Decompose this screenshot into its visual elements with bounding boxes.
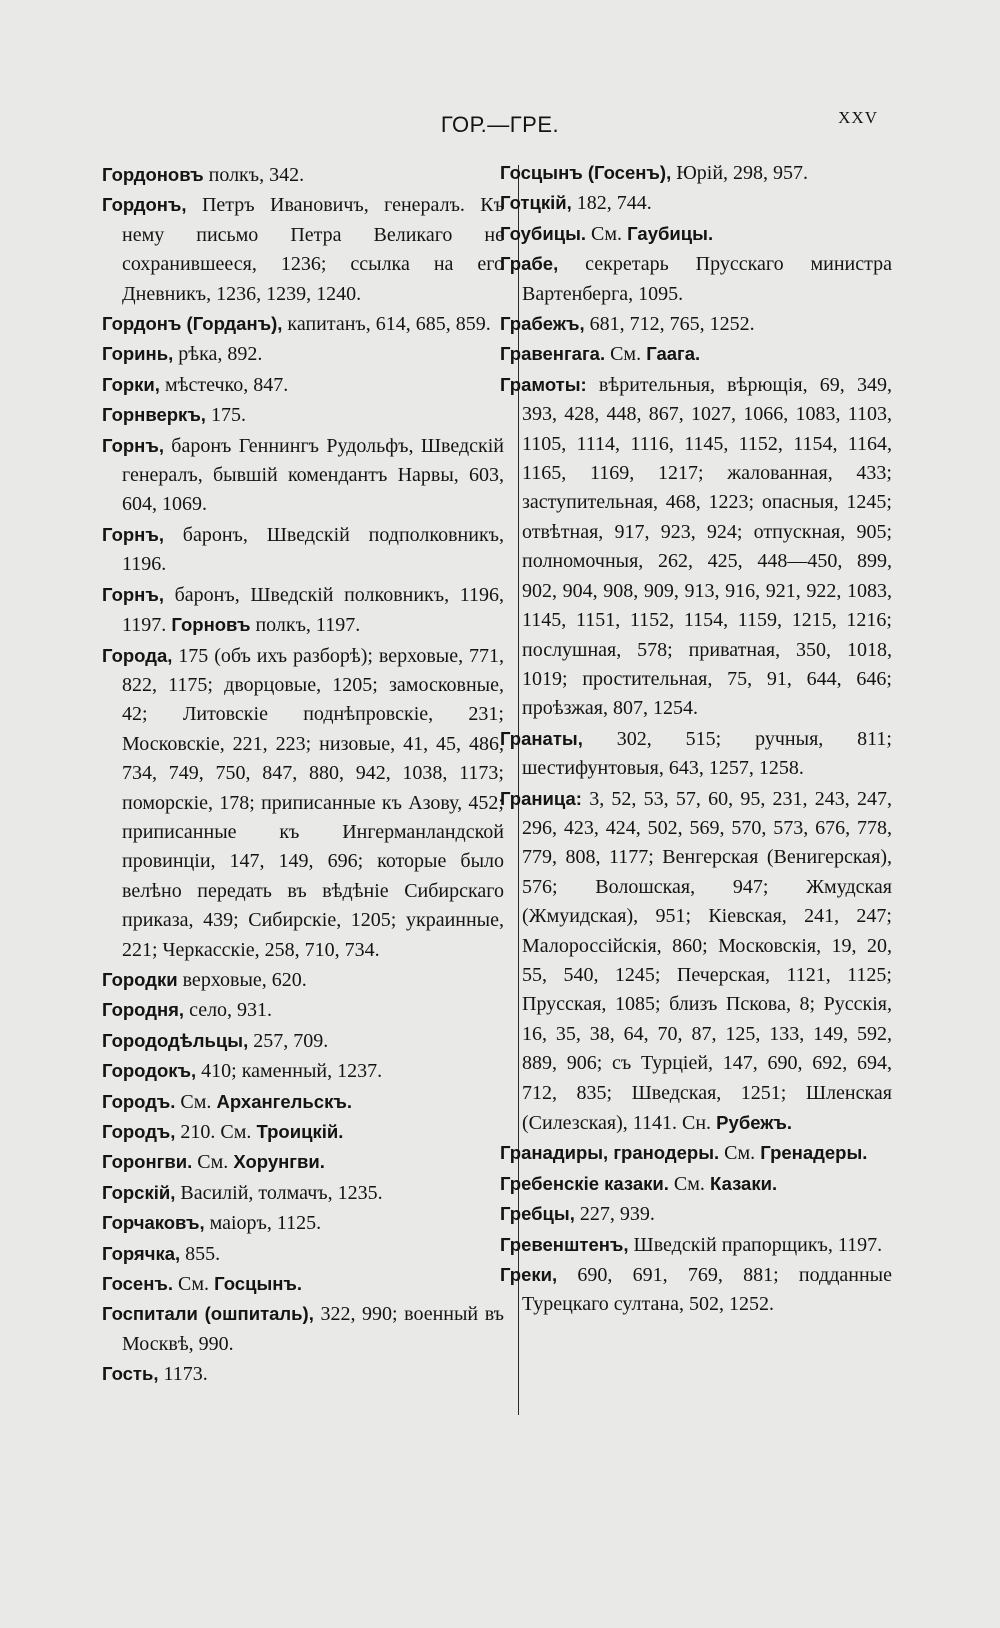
index-entry: [500, 724, 892, 784]
index-entry: [102, 520, 504, 580]
entry-locators: полкъ, 1197.: [250, 614, 361, 637]
entry-headword: Архангельскъ.: [211, 1090, 352, 1112]
entry-headword: Гоубицы.: [500, 222, 587, 244]
entry-locators: баронъ Геннингъ Рудольфъ, Шведскій генералъ, бывшій комендантъ Нарвы, 603, 604, 1069.: [122, 434, 504, 516]
entry-locators: баронъ, Шведскій подполковникъ, 1196.: [122, 523, 504, 576]
entry-headword: Городки: [102, 968, 178, 990]
entry-headword: Горнъ,: [102, 434, 164, 456]
entry-headword: Грамоты:: [500, 373, 587, 395]
entry-locators: См.: [175, 1090, 212, 1113]
entry-headword: Хорунгви.: [228, 1151, 325, 1173]
entry-locators: Шведскій прапорщикъ, 1197.: [628, 1233, 883, 1256]
entry-locators: См.: [719, 1142, 756, 1165]
entry-headword: Гаага.: [641, 343, 701, 365]
entry-headword: Казаки.: [704, 1172, 778, 1194]
index-entry: [102, 1208, 504, 1238]
entry-headword: Троицкій.: [251, 1121, 344, 1142]
index-entry: [500, 1260, 892, 1320]
entry-headword: Госцынъ.: [209, 1273, 303, 1295]
right-index-column: [500, 158, 892, 1320]
entry-headword: Гранаты,: [500, 727, 583, 749]
entry-locators: 227, 939.: [574, 1203, 655, 1226]
entry-headword: Горчаковъ,: [102, 1212, 205, 1234]
index-entry: [500, 249, 892, 309]
index-entry: [102, 190, 504, 309]
index-entry: [102, 339, 504, 369]
index-entry: [500, 1138, 892, 1168]
entry-headword: Гранадиры, гранодеры.: [500, 1142, 720, 1164]
index-entry: [102, 1359, 504, 1389]
page-number: XXV: [838, 108, 878, 127]
index-entry: [102, 1026, 504, 1056]
entry-headword: Горододѣльцы,: [102, 1029, 249, 1051]
entry-headword: Горнъ,: [102, 523, 164, 545]
entry-locators: полкъ, 342.: [203, 164, 305, 186]
entry-headword: Гаубицы.: [622, 222, 714, 244]
entry-headword: Гребцы,: [500, 1203, 575, 1225]
entry-headword: Грабе,: [500, 253, 559, 275]
index-entry: [102, 965, 504, 995]
entry-locators: См.: [586, 222, 623, 245]
entry-headword: Гребенскіе казаки.: [500, 1172, 669, 1194]
entry-locators: баронъ, Шведскій полковникъ, 1196, 1197.: [122, 583, 504, 637]
entry-headword: Горячка,: [102, 1242, 181, 1264]
index-entry: [500, 219, 892, 249]
index-entry: [102, 995, 504, 1025]
entry-headword: Гревенштенъ,: [500, 1233, 629, 1255]
entry-locators: верховые, 620.: [177, 968, 307, 991]
entry-locators: Юрій, 298, 957.: [671, 162, 809, 184]
entry-locators: 410; каменный, 1237.: [196, 1060, 383, 1083]
entry-locators: 257, 709.: [248, 1029, 329, 1052]
index-entry: [102, 1239, 504, 1269]
entry-locators: капитанъ, 614, 685, 859.: [282, 313, 491, 336]
entry-locators: 690, 691, 769, 881; подданные Турецкаго султана, 502, 1252.: [522, 1264, 892, 1316]
entry-locators: 302, 515; ручныя, 811; шестифунтовыя, 643, 1257, 1258.: [522, 727, 892, 780]
entry-locators: 175.: [205, 404, 246, 427]
entry-locators: вѣрительныя, вѣрющія, 69, 349, 393, 428, 448, 867, 1027, 1066, 1083, 1103, 1105, 1114, 1116, 1145, 1152, 1154, 1164, 1165, 1169, 1217; жалованная, 433; заступительная, 468, 1223; опасныя, 1245; отвѣтная, 917, 923, 924; отпускная, 905; полномочныя, 262, 425, 448—450, 899, 902, 904, 908, 909, 913, 916, 921, 922, 1083, 1145, 1151, 1152, 1154, 1159, 1215, 1216; послушная, 578; приватная, 350, 1018, 1019; простительная, 75, 91, 644, 646; проѣзжая, 807, 1254.: [522, 373, 892, 720]
entry-locators: См.: [605, 343, 642, 366]
entry-headword: Гравенгага.: [500, 343, 606, 365]
entry-headword: Госенъ.: [102, 1273, 174, 1295]
index-entry: [500, 1199, 892, 1229]
entry-locators: рѣка, 892.: [173, 343, 263, 366]
entry-locators: 210. См.: [175, 1121, 252, 1143]
index-entry: [500, 1230, 892, 1260]
entry-locators: См.: [668, 1172, 705, 1195]
entry-locators: секретарь Прусскаго министра Вартенберга, 1095.: [522, 253, 892, 305]
index-entry: [500, 1169, 892, 1199]
entry-headword: Городъ.: [102, 1090, 176, 1112]
left-index-column: [102, 160, 504, 1390]
index-entry: [102, 1117, 504, 1147]
index-entry: [102, 1087, 504, 1117]
index-entry: [500, 188, 892, 218]
entry-headword: Горонгви.: [102, 1151, 193, 1173]
index-entry: [102, 1178, 504, 1208]
entry-headword: Госцынъ (Госенъ),: [500, 162, 672, 183]
entry-locators: 681, 712, 765, 1252.: [584, 313, 755, 336]
entry-locators: Петръ Ивановичъ, генералъ. Къ нему письмо Петра Великаго не сохранившееся, 1236; ссылка на его Дневникъ, 1236, 1239, 1240.: [122, 194, 504, 305]
entry-headword: Грабежъ,: [500, 313, 585, 335]
index-entry: [102, 309, 504, 339]
entry-headword: Горскій,: [102, 1181, 176, 1203]
entry-locators: См.: [173, 1273, 210, 1296]
entry-locators: 175 (объ ихъ разборѣ); верховые, 771, 822, 1175; дворцовые, 1205; замосковные, 42; Литовскіе поднѣпровскіе, 231; Московскіе, 221, 223; низовые, 41, 45, 486, 734, 749, 750, 847, 880, 942, 1038, 1173; поморскіе, 178; приписанные къ Азову, 452; приписанные къ Ингерманландской провинціи, 147, 149, 696; которые было велѣно передать въ вѣдѣніе Сибирскаго приказа, 439; Сибирскіе, 1205; украинные, 221; Черкасскіе, 258, 710, 734.: [122, 644, 504, 961]
entry-headword: Граница:: [500, 787, 582, 809]
entry-locators: См.: [192, 1151, 229, 1174]
index-entry: [500, 339, 892, 369]
index-entry: [500, 370, 892, 724]
entry-headword: Госпитали (ошпиталь),: [102, 1303, 314, 1325]
index-entry: [500, 309, 892, 339]
entry-headword: Горнъ,: [102, 583, 164, 605]
entry-locators: Василій, толмачъ, 1235.: [175, 1181, 383, 1204]
entry-headword: Городокъ,: [102, 1060, 197, 1082]
index-entry: [102, 431, 504, 520]
entry-headword: Гость,: [102, 1363, 159, 1385]
index-entry: [102, 1056, 504, 1086]
entry-headword: Городъ,: [102, 1121, 176, 1142]
entry-headword: Греки,: [500, 1264, 558, 1286]
index-entry: [102, 370, 504, 400]
entry-headword: Городня,: [102, 999, 185, 1021]
entry-headword: Готцкій,: [500, 192, 572, 214]
entry-headword: Горки,: [102, 373, 160, 395]
entry-locators: 3, 52, 53, 57, 60, 95, 231, 243, 247, 296, 423, 424, 502, 569, 570, 573, 676, 778, 779, 808, 1177; Венгерская (Венигерская), 576; Волошская, 947; Жмудская (Жмуидская), 951; Кіевская, 241, 247; Малороссійскія, 860; Московскія, 19, 20, 55, 540, 1245; Печерская, 1121, 1125; Прусская, 1085; близъ Пскова, 8; Русскія, 16, 35, 38, 64, 70, 87, 125, 133, 149, 592, 889, 906; съ Турціей, 147, 690, 692, 694, 712, 835; Шведская, 1251; Шленская (Силезская), 1141. Сн.: [522, 787, 892, 1134]
running-title: ГОР.—ГРЕ.: [440, 112, 560, 137]
entry-locators: мѣстечко, 847.: [159, 373, 289, 396]
index-entry: [102, 160, 504, 190]
entry-headword: Горинь,: [102, 343, 174, 365]
entry-headword: Гордоновъ: [102, 164, 204, 185]
entry-headword: Гренадеры.: [755, 1142, 868, 1164]
entry-headword: Гордонъ,: [102, 194, 187, 216]
entry-locators: 1173.: [158, 1363, 208, 1386]
index-entry: [102, 1299, 504, 1359]
index-entry: [500, 158, 892, 188]
index-entry: [500, 784, 892, 1139]
entry-locators: 322, 990; военный въ Москвѣ, 990.: [122, 1303, 504, 1355]
index-entry: [102, 400, 504, 430]
entry-locators: село, 931.: [184, 999, 273, 1022]
entry-locators: маіоръ, 1125.: [204, 1212, 322, 1235]
entry-locators: 182, 744.: [571, 192, 652, 215]
index-entry: [102, 1269, 504, 1299]
index-entry: [102, 580, 504, 641]
index-entry: [102, 641, 504, 965]
entry-headword: Горновъ: [166, 614, 251, 636]
entry-headword: Города,: [102, 644, 173, 666]
index-entry: [102, 1147, 504, 1177]
entry-headword: Рубежъ.: [711, 1112, 793, 1133]
entry-locators: 855.: [180, 1242, 221, 1265]
entry-headword: Горнверкъ,: [102, 404, 206, 426]
entry-headword: Гордонъ (Горданъ),: [102, 313, 283, 335]
